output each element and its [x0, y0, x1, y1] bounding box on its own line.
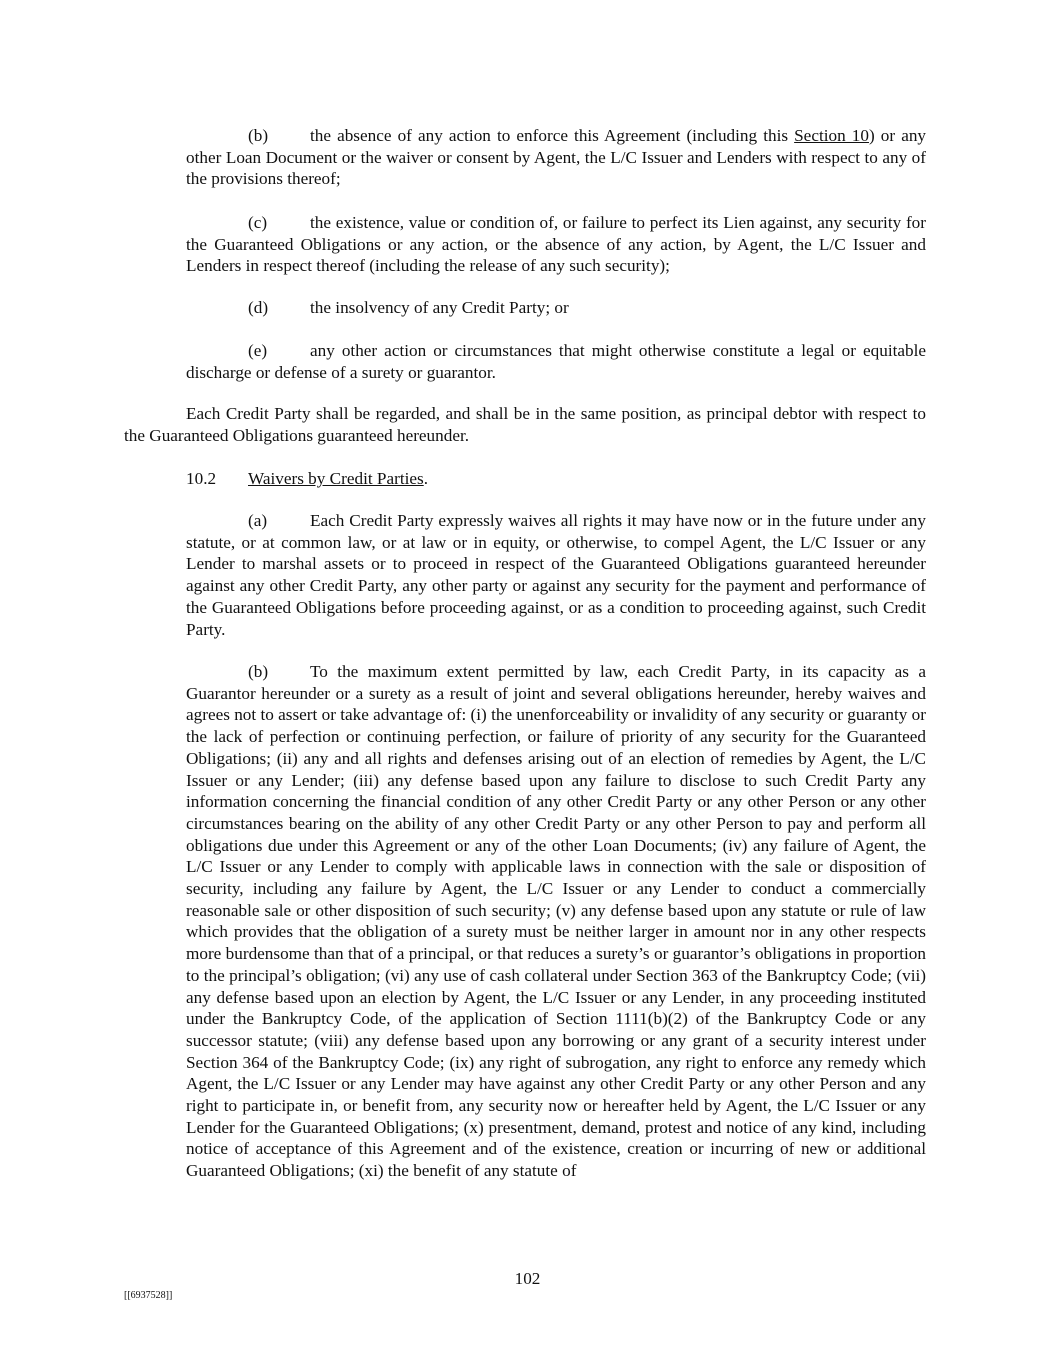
section-number: 10.2	[186, 469, 217, 488]
paragraph-text: the absence of any action to enforce this Agreement (including this	[310, 126, 795, 145]
paragraph-b-continued	[186, 125, 926, 190]
waiver-paragraph-b	[186, 661, 926, 1182]
section-heading	[186, 468, 428, 490]
paragraph-label: (a)	[248, 511, 268, 530]
closing-paragraph	[124, 403, 926, 446]
paragraph-text: Each Credit Party expressly waives all rights it may have now or in the future under any statute, or at common law, or at law or in equity, or otherwise, to compel Agent, the L/C Issuer or any Lender to marshal assets or to proceed in respect of the Guaranteed Obligations guaranteed hereunder against any other Credit Party, any other party or against any security for the payment and performance of the Guaranteed Obligations before proceeding against, or as a condition to proceeding against, such Credit Party.	[186, 511, 926, 639]
paragraph-label: (e)	[248, 341, 268, 360]
paragraph-label: (b)	[248, 662, 269, 681]
paragraph-d	[186, 297, 926, 319]
document-id: [[6937528]]	[124, 1290, 173, 1301]
section-reference-link: Section 10	[794, 126, 869, 145]
section-title: Waivers by Credit Parties	[248, 469, 424, 488]
section-title-punct: .	[423, 469, 428, 488]
paragraph-text: Each Credit Party shall be regarded, and shall be in the same position, as principal debtor with respect to the Guaranteed Obligations guaranteed hereunder.	[124, 404, 926, 445]
paragraph-text: To the maximum extent permitted by law, each Credit Party, in its capacity as a Guarantor hereunder or a surety as a result of joint and several obligations hereunder, hereby waives and agrees not to assert or take advantage of: (i) the unenforceability or invalidity of any security or guaranty or the lack of perfection or continuing perfection, or failure of priority of any security for the Guaranteed Obligations; (ii) any and all rights and defenses arising out of an election of remedies by Agent, the L/C Issuer or any Lender; (iii) any defense based upon any failure to disclose to such Credit Party any information concerning the financial condition of any other Credit Party or any other Person or any other circumstances bearing on the ability of any other Credit Party or any other Person to pay and perform all obligations due under this Agreement or any of the other Loan Documents; (iv) any failure of Agent, the L/C Issuer or any Lender to comply with applicable laws in connection with the sale or disposition of security, including any failure by Agent, the L/C Issuer or any Lender to conduct a commercially reasonable sale or other disposition of such security; (v) any defense based upon any statute or rule of law which provides that the obligation of a surety must be neither larger in amount nor in any other respects more burdensome than that of a principal, or that reduces a surety’s or guarantor’s obligations in proportion to the principal’s obligation; (vi) any use of cash collateral under Section 363 of the Bankruptcy Code; (vii) any defense based upon an election by Agent, the L/C Issuer or any Lender, in any proceeding instituted under the Bankruptcy Code, of the application of Section 1111(b)(2) of the Bankruptcy Code or any successor statute; (viii) any defense based upon any borrowing or any grant of a security interest under Section 364 of the Bankruptcy Code; (ix) any right of subrogation, any right to enforce any remedy which Agent, the L/C Issuer or any Lender may have against any other Credit Party or any other Person and any right to participate in, or benefit from, any security now or hereafter held by Agent, the L/C Issuer or any Lender for the Guaranteed Obligations; (x) presentment, demand, protest and notice of any kind, including notice of acceptance of this Agreement and of the existence, creation or incurring of new or additional Guaranteed Obligations; (xi) the benefit of any statute of	[186, 662, 926, 1181]
paragraph-text: ) or any other Loan Document or the waiver or consent by Agent, the L/C Issuer and Lenders with respect to any of the provisions thereof;	[186, 126, 927, 189]
paragraph-label: (c)	[248, 213, 268, 232]
paragraph-c	[186, 212, 926, 277]
paragraph-text: the insolvency of any Credit Party; or	[310, 298, 569, 317]
paragraph-e	[186, 340, 926, 383]
paragraph-text: any other action or circumstances that might otherwise constitute a legal or equitable discharge or defense of a surety or guarantor.	[186, 341, 926, 382]
paragraph-label: (b)	[248, 126, 269, 145]
paragraph-label: (d)	[248, 298, 269, 317]
paragraph-text: the existence, value or condition of, or failure to perfect its Lien against, any security for the Guaranteed Obligations or any action, or the absence of any action, by Agent, the L/C Issuer and Lenders in respect thereof (including the release of any such security);	[186, 213, 926, 276]
page-number: 102	[514, 1269, 541, 1288]
waiver-paragraph-a	[186, 510, 926, 640]
